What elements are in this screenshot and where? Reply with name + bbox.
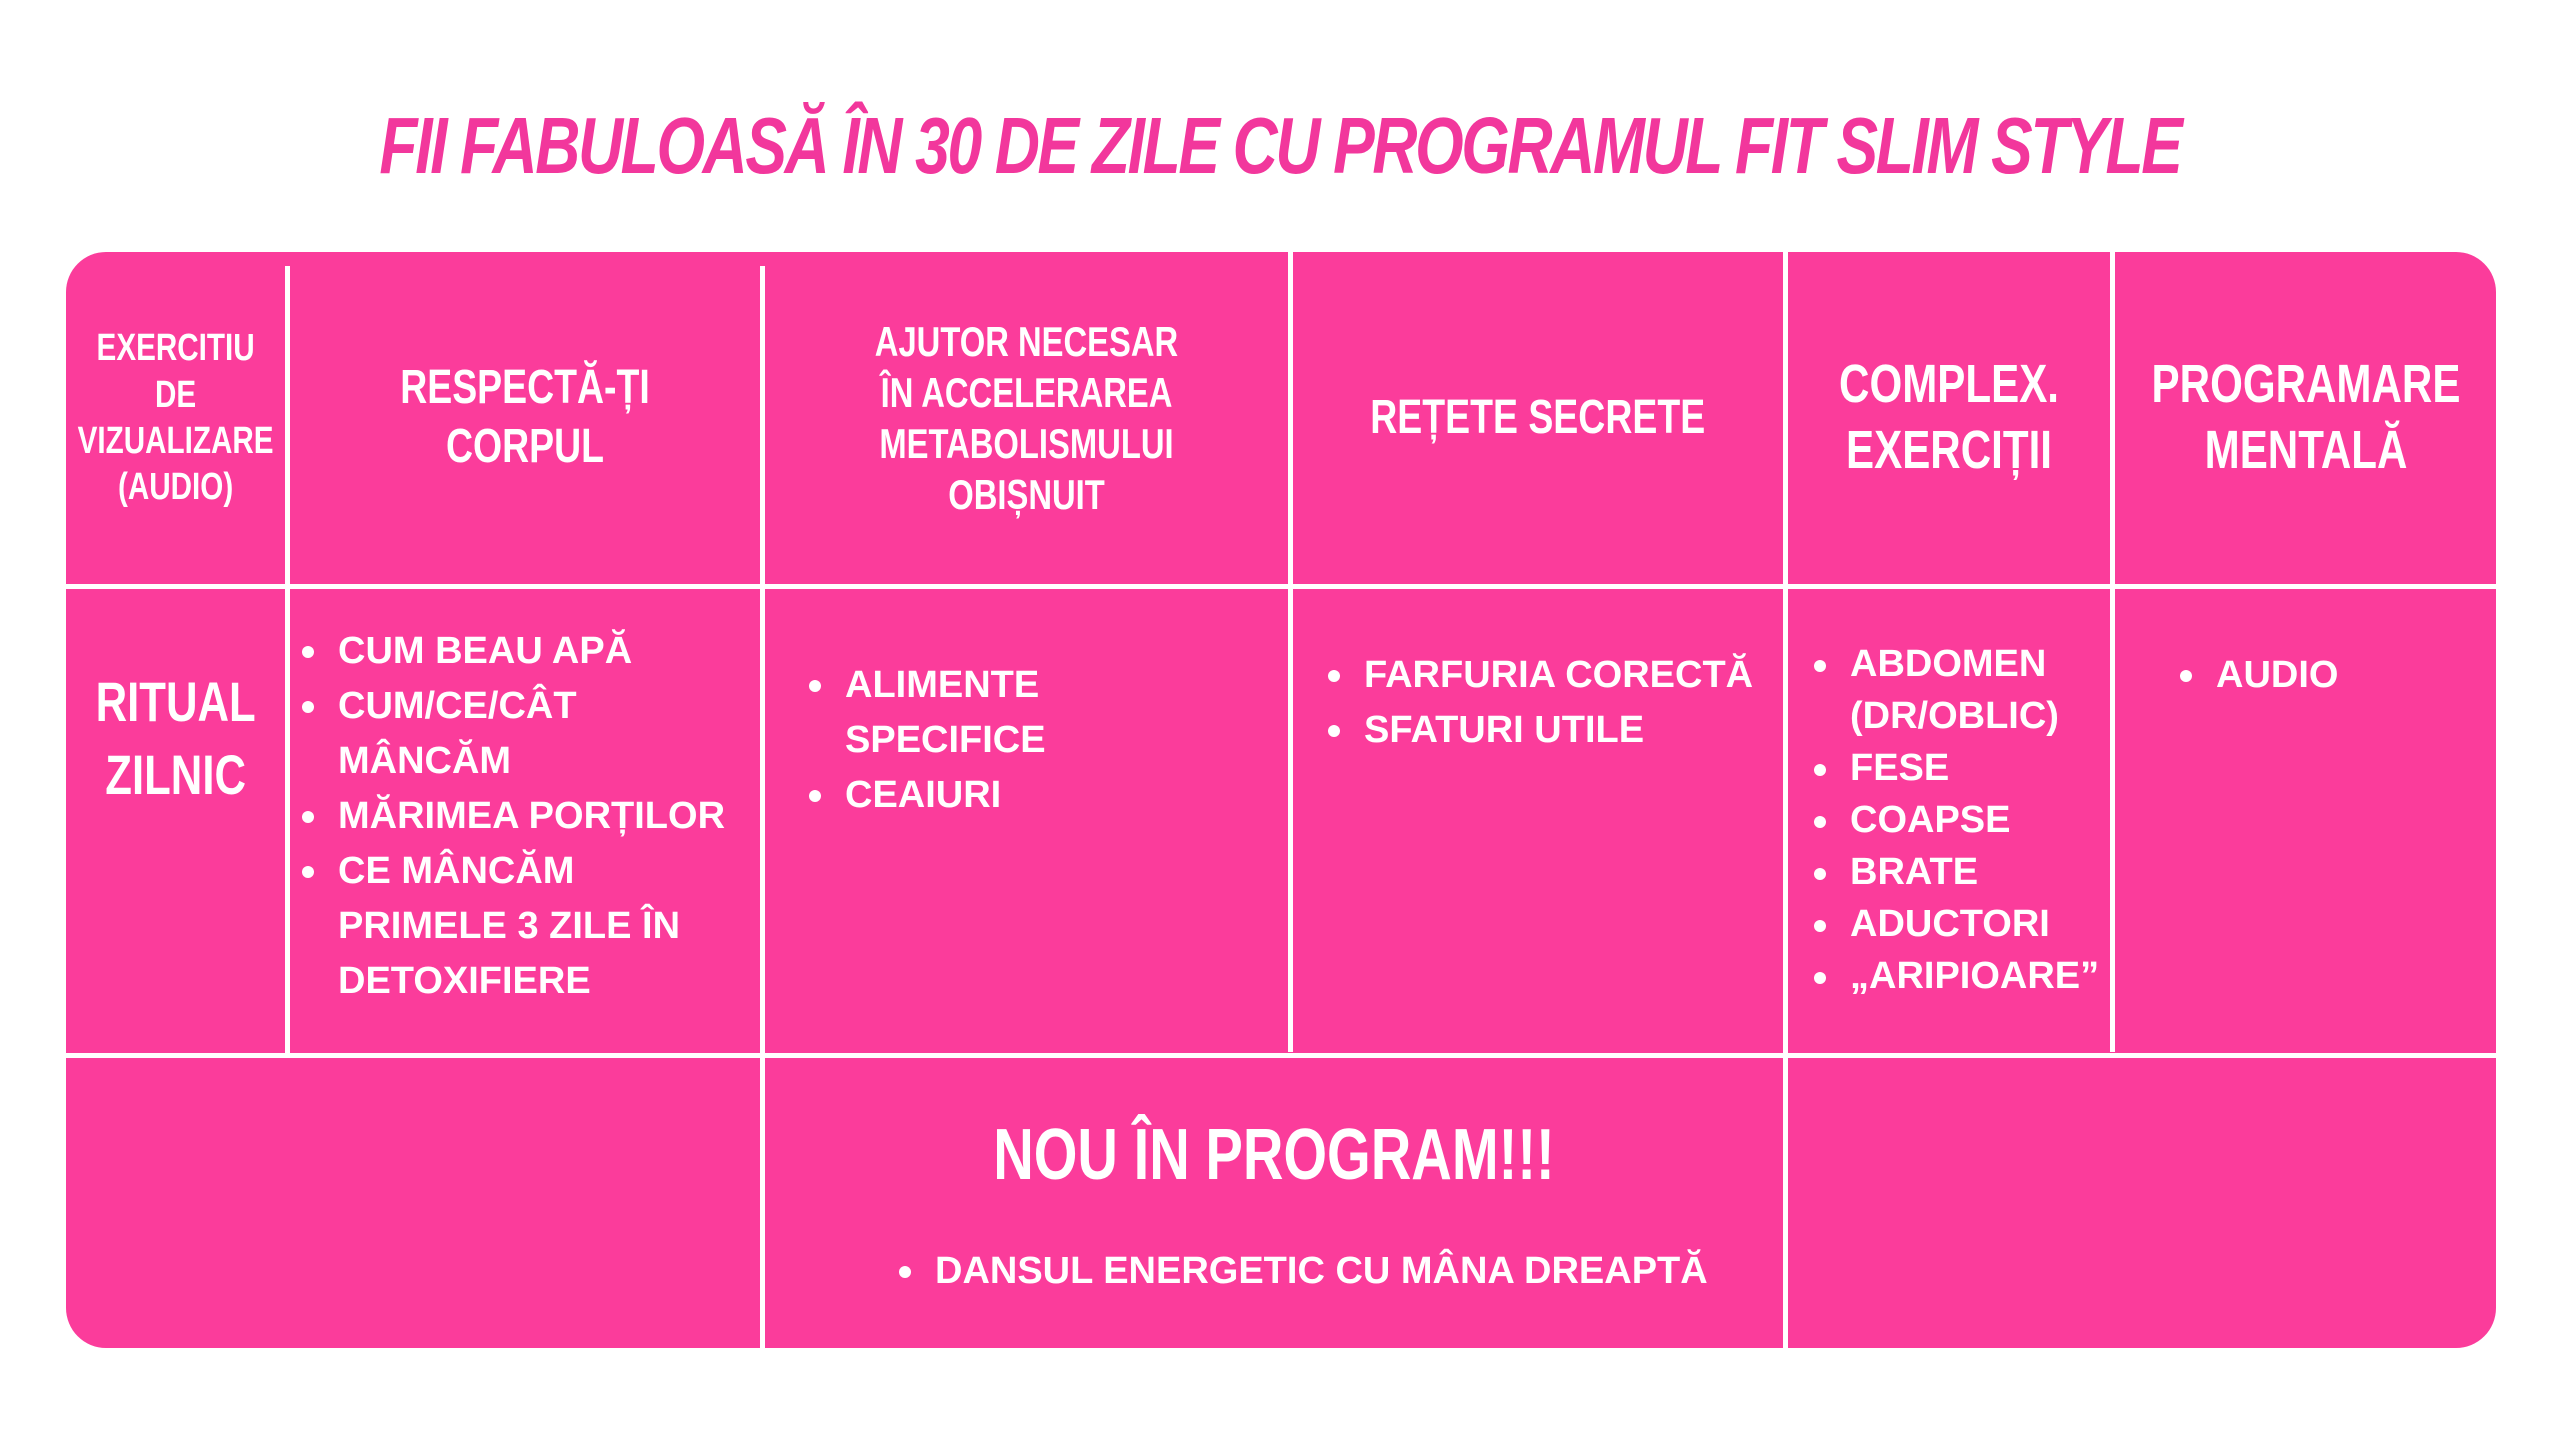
header-mental-programming: PROGRAMARE MENTALĂ [2151,354,2460,480]
list-item: COAPSE [1804,794,2110,846]
column-exercises-list [1804,638,2110,1002]
list-item: MĂRIMEA PORȚILOR [292,789,760,844]
column-mental-list [2170,648,2490,703]
list-item: FARFURIA CORECTĂ [1318,648,1783,703]
list-item: ADUCTORI [1804,898,2110,950]
header-visualization: EXERCITIU DE VIZUALIZARE (AUDIO) [77,327,274,509]
column-metabolism-list [799,658,1099,823]
column-secret-recipes-list [1318,648,1783,758]
list-item: ALIMENTE SPECIFICE [799,658,1099,768]
list-item: FESE [1804,742,2110,794]
header-exercises: COMPLEX. EXERCIȚII [1839,354,2059,480]
row-label-daily-ritual: RITUAL ZILNIC [95,670,256,806]
new-program-heading: NOU ÎN PROGRAM!!! [993,1115,1555,1195]
header-metabolism: AJUTOR NECESAR ÎN ACCELERAREA METABOLISMULUI OBIȘNUIT [874,317,1179,519]
list-item: SFATURI UTILE [1318,703,1783,758]
list-item: AUDIO [2170,648,2490,703]
list-item: DANSUL ENERGETIC CU MÂNA DREAPTĂ [889,1244,1708,1299]
list-item: CUM/CE/CÂT MÂNCĂM [292,679,760,789]
list-item: CUM BEAU APĂ [292,624,760,679]
header-secret-recipes: REȚETE SECRETE [1370,390,1706,444]
list-item: CEAIURI [799,768,1099,823]
divider [66,584,2496,589]
header-respect-body: RESPECTĂ-ȚI CORPUL [400,361,650,473]
program-table [66,252,2496,1348]
new-program-section [765,1058,1783,1348]
list-item: BRATE [1804,846,2110,898]
column-respect-body-list [292,624,760,1009]
list-item: CE MÂNCĂM PRIMELE 3 ZILE ÎN DETOXIFIERE [292,844,760,1009]
list-item: „ARIPIOARE” [1804,950,2110,1002]
list-item: ABDOMEN (DR/OBLIC) [1804,638,2110,742]
page-title: FII FABULOASĂ ÎN 30 DE ZILE CU PROGRAMUL FIT SLIM STYLE [379,101,2181,190]
